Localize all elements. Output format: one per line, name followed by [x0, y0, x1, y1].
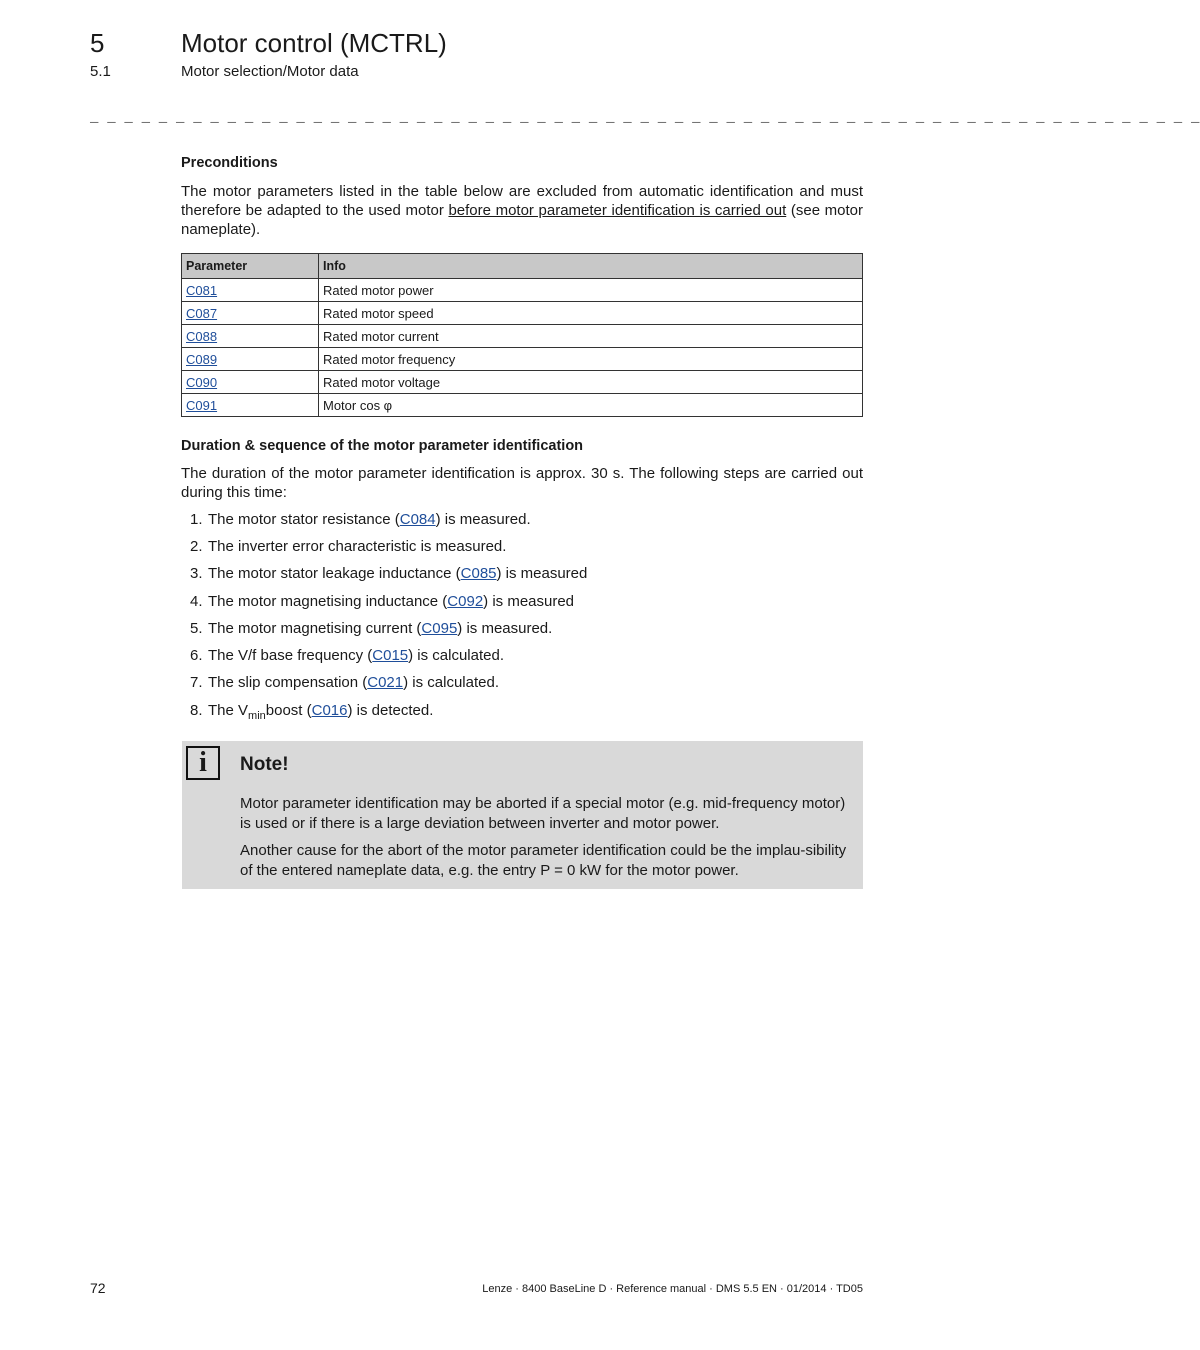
list-item: 6. The V/f base frequency (C015) is calculated.	[190, 647, 504, 664]
table-row	[182, 325, 863, 348]
parameter-link-c021[interactable]: C021	[367, 674, 404, 691]
parameter-link-c016[interactable]: C016	[311, 702, 348, 719]
column-header-info: Info	[319, 254, 863, 279]
preconditions-text: The motor parameters listed in the table below are excluded from automatic identification and must therefore be adapted to the used motor before motor parameter identification is carried out (see motor nameplate).	[181, 183, 863, 238]
table-row	[182, 371, 863, 394]
duration-text: The duration of the motor parameter identification is approx. 30 s. The following steps are carried out during this time:	[181, 465, 863, 501]
header-separator: _ _ _ _ _ _ _ _ _ _ _ _ _ _ _ _ _ _ _ _ _ _ _ _ _ _ _ _ _ _ _ _ _ _ _ _ _ _ _ _ _ _ _ _ _ _ _ _ _ _ _ _ _ _ _ _ _ _ _ _ _ _ _ _ _	[90, 110, 1200, 126]
parameter-link-c092[interactable]: C092	[447, 593, 484, 610]
table-row	[182, 302, 863, 325]
parameter-link-c095[interactable]: C095	[421, 620, 458, 637]
chapter-number: 5	[90, 28, 105, 58]
table-cell-info: Rated motor voltage	[319, 371, 863, 394]
table-row	[182, 279, 863, 302]
info-icon: i	[186, 746, 220, 780]
page-number: 72	[90, 1280, 106, 1296]
table-cell-info: Motor cos φ	[319, 394, 863, 417]
list-item: 8. The $V_{min}boost$ (C016) is detected.	[190, 702, 434, 722]
parameter-link-c015[interactable]: C015	[372, 647, 409, 664]
duration-heading: Duration & sequence of the motor parameter identification	[181, 438, 584, 454]
table-cell-info: Rated motor power	[319, 279, 863, 302]
section-title: Motor selection/Motor data	[181, 63, 359, 80]
list-item: 7. The slip compensation (C021) is calculated.	[190, 674, 499, 691]
underlined-phrase: before motor parameter identification is carried out	[448, 202, 787, 219]
table-cell-info: Rated motor frequency	[319, 348, 863, 371]
footer-doc-info: Lenze · 8400 BaseLine D · Reference manual · DMS 5.5 EN · 01/2014 · TD05	[482, 1283, 863, 1295]
parameter-link-c090[interactable]: C090	[186, 374, 218, 390]
list-item: 4. The motor magnetising inductance (C092) is measured	[190, 593, 575, 610]
section-number: 5.1	[90, 63, 111, 80]
list-item: 3. The motor stator leakage inductance (C085) is measured	[190, 565, 588, 582]
chapter-title: Motor control (MCTRL)	[181, 28, 447, 58]
parameter-link-c084[interactable]: C084	[399, 511, 436, 528]
parameter-link-c085[interactable]: C085	[460, 565, 497, 582]
parameter-table	[181, 253, 863, 417]
preconditions-heading: Preconditions	[181, 155, 278, 171]
table-row	[182, 394, 863, 417]
parameter-link-c088[interactable]: C088	[186, 328, 218, 344]
list-item: 2. The inverter error characteristic is measured.	[190, 538, 507, 555]
note-paragraph-2: Another cause for the abort of the motor parameter identification could be the implau-sibility of the entered nameplate data, e.g. the entry P = 0 kW for the motor power.	[240, 842, 847, 879]
table-row	[182, 348, 863, 371]
parameter-link-c091[interactable]: C091	[186, 397, 218, 413]
note-title: Note!	[240, 754, 289, 775]
parameter-link-c081[interactable]: C081	[186, 282, 218, 298]
table-header-row	[182, 254, 863, 279]
note-paragraph-1: Motor parameter identification may be aborted if a special motor (e.g. mid-frequency motor) is used or if there is a large deviation between inverter and motor power.	[240, 795, 846, 832]
list-item: 5. The motor magnetising current (C095) is measured.	[190, 620, 553, 637]
column-header-parameter: Parameter	[182, 254, 319, 279]
list-item: 1. The motor stator resistance (C084) is measured.	[190, 511, 531, 528]
parameter-link-c087[interactable]: C087	[186, 305, 218, 321]
parameter-link-c089[interactable]: C089	[186, 351, 218, 367]
table-cell-info: Rated motor current	[319, 325, 863, 348]
table-cell-info: Rated motor speed	[319, 302, 863, 325]
